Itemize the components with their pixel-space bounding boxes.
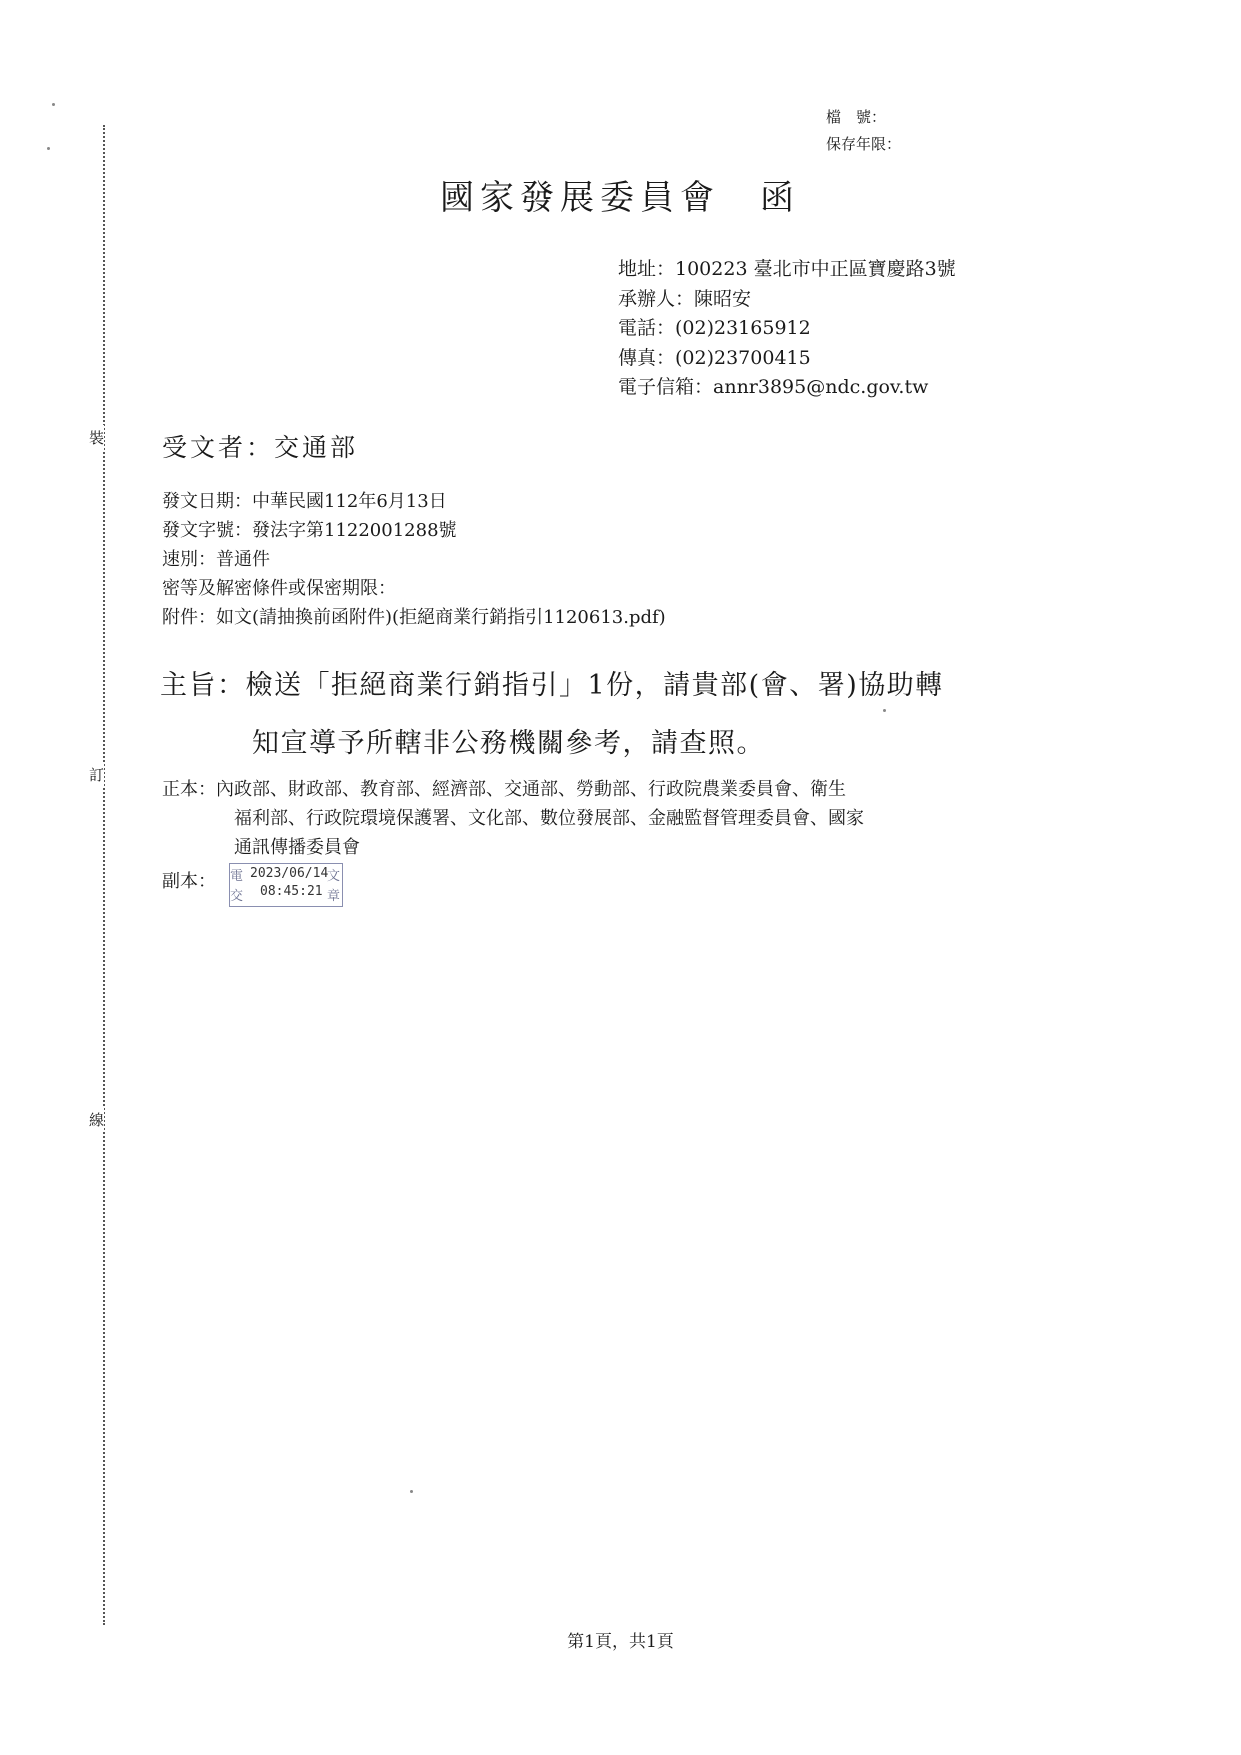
stamp-left-top: 電 [230,869,244,884]
binding-line [103,125,105,1625]
copies-line-3: 通訊傳播委員會 [234,837,360,858]
contact-block [618,255,956,403]
original-recipients [162,775,864,862]
scan-speck [52,103,55,106]
subject-line-2: 知宣導予所轄非公務機關參考，請查照。 [252,728,765,759]
archive-no-label: 檔 號： [826,108,887,126]
scan-speck [883,709,886,712]
issue-date: 發文日期：中華民國112年6月13日 [162,491,447,512]
document-number: 發文字號：發法字第1122001288號 [162,520,457,541]
scan-speck [410,1490,413,1493]
retention-label: 保存年限： [826,135,902,153]
document-title: 國家發展委員會 函 [440,178,800,218]
subject-line-1: 主旨：檢送「拒絕商業行銷指引」1份，請貴部(會、署)協助轉 [160,670,944,701]
contact-email: 電子信箱：annr3895@ndc.gov.tw [618,376,929,398]
stamp-time: 08:45:21 [260,884,323,899]
document-meta [162,487,666,632]
contact-fax: 傳真：(02)23700415 [618,346,811,369]
cc-label: 副本： [162,871,216,892]
attachment: 附件：如文(請抽換前函附件)(拒絕商業行銷指引1120613.pdf) [162,607,666,628]
contact-address: 地址：100223 臺北市中正區寶慶路3號 [618,258,956,280]
binding-mark-ding: 訂 [89,762,104,787]
stamp-date: 2023/06/14 [250,866,329,881]
copies-line-2: 福利部、行政院環境保護署、文化部、數位發展部、金融監督管理委員會、國家 [234,808,864,829]
delivery-speed: 速別：普通件 [162,549,270,570]
stamp-right-top: 文 [326,869,340,884]
subject [160,657,944,773]
binding-mark-xian: 線 [89,1107,104,1132]
stamp-left-bottom: 交 [230,889,244,904]
scan-speck [47,147,50,150]
binding-mark-zhuang: 裝 [89,425,104,450]
contact-phone: 電話：(02)23165912 [618,317,811,339]
receipt-stamp [229,863,343,907]
page-footer: 第1頁，共1頁 [567,1632,674,1652]
copies-line-1: 正本：內政部、財政部、教育部、經濟部、交通部、勞動部、行政院農業委員會、衛生 [162,779,846,800]
secrecy-level: 密等及解密條件或保密期限： [162,578,396,599]
recipient: 受文者：交通部 [162,433,359,462]
stamp-right-bottom: 章 [326,889,340,904]
contact-handler: 承辦人：陳昭安 [618,287,752,310]
file-info [826,104,901,158]
